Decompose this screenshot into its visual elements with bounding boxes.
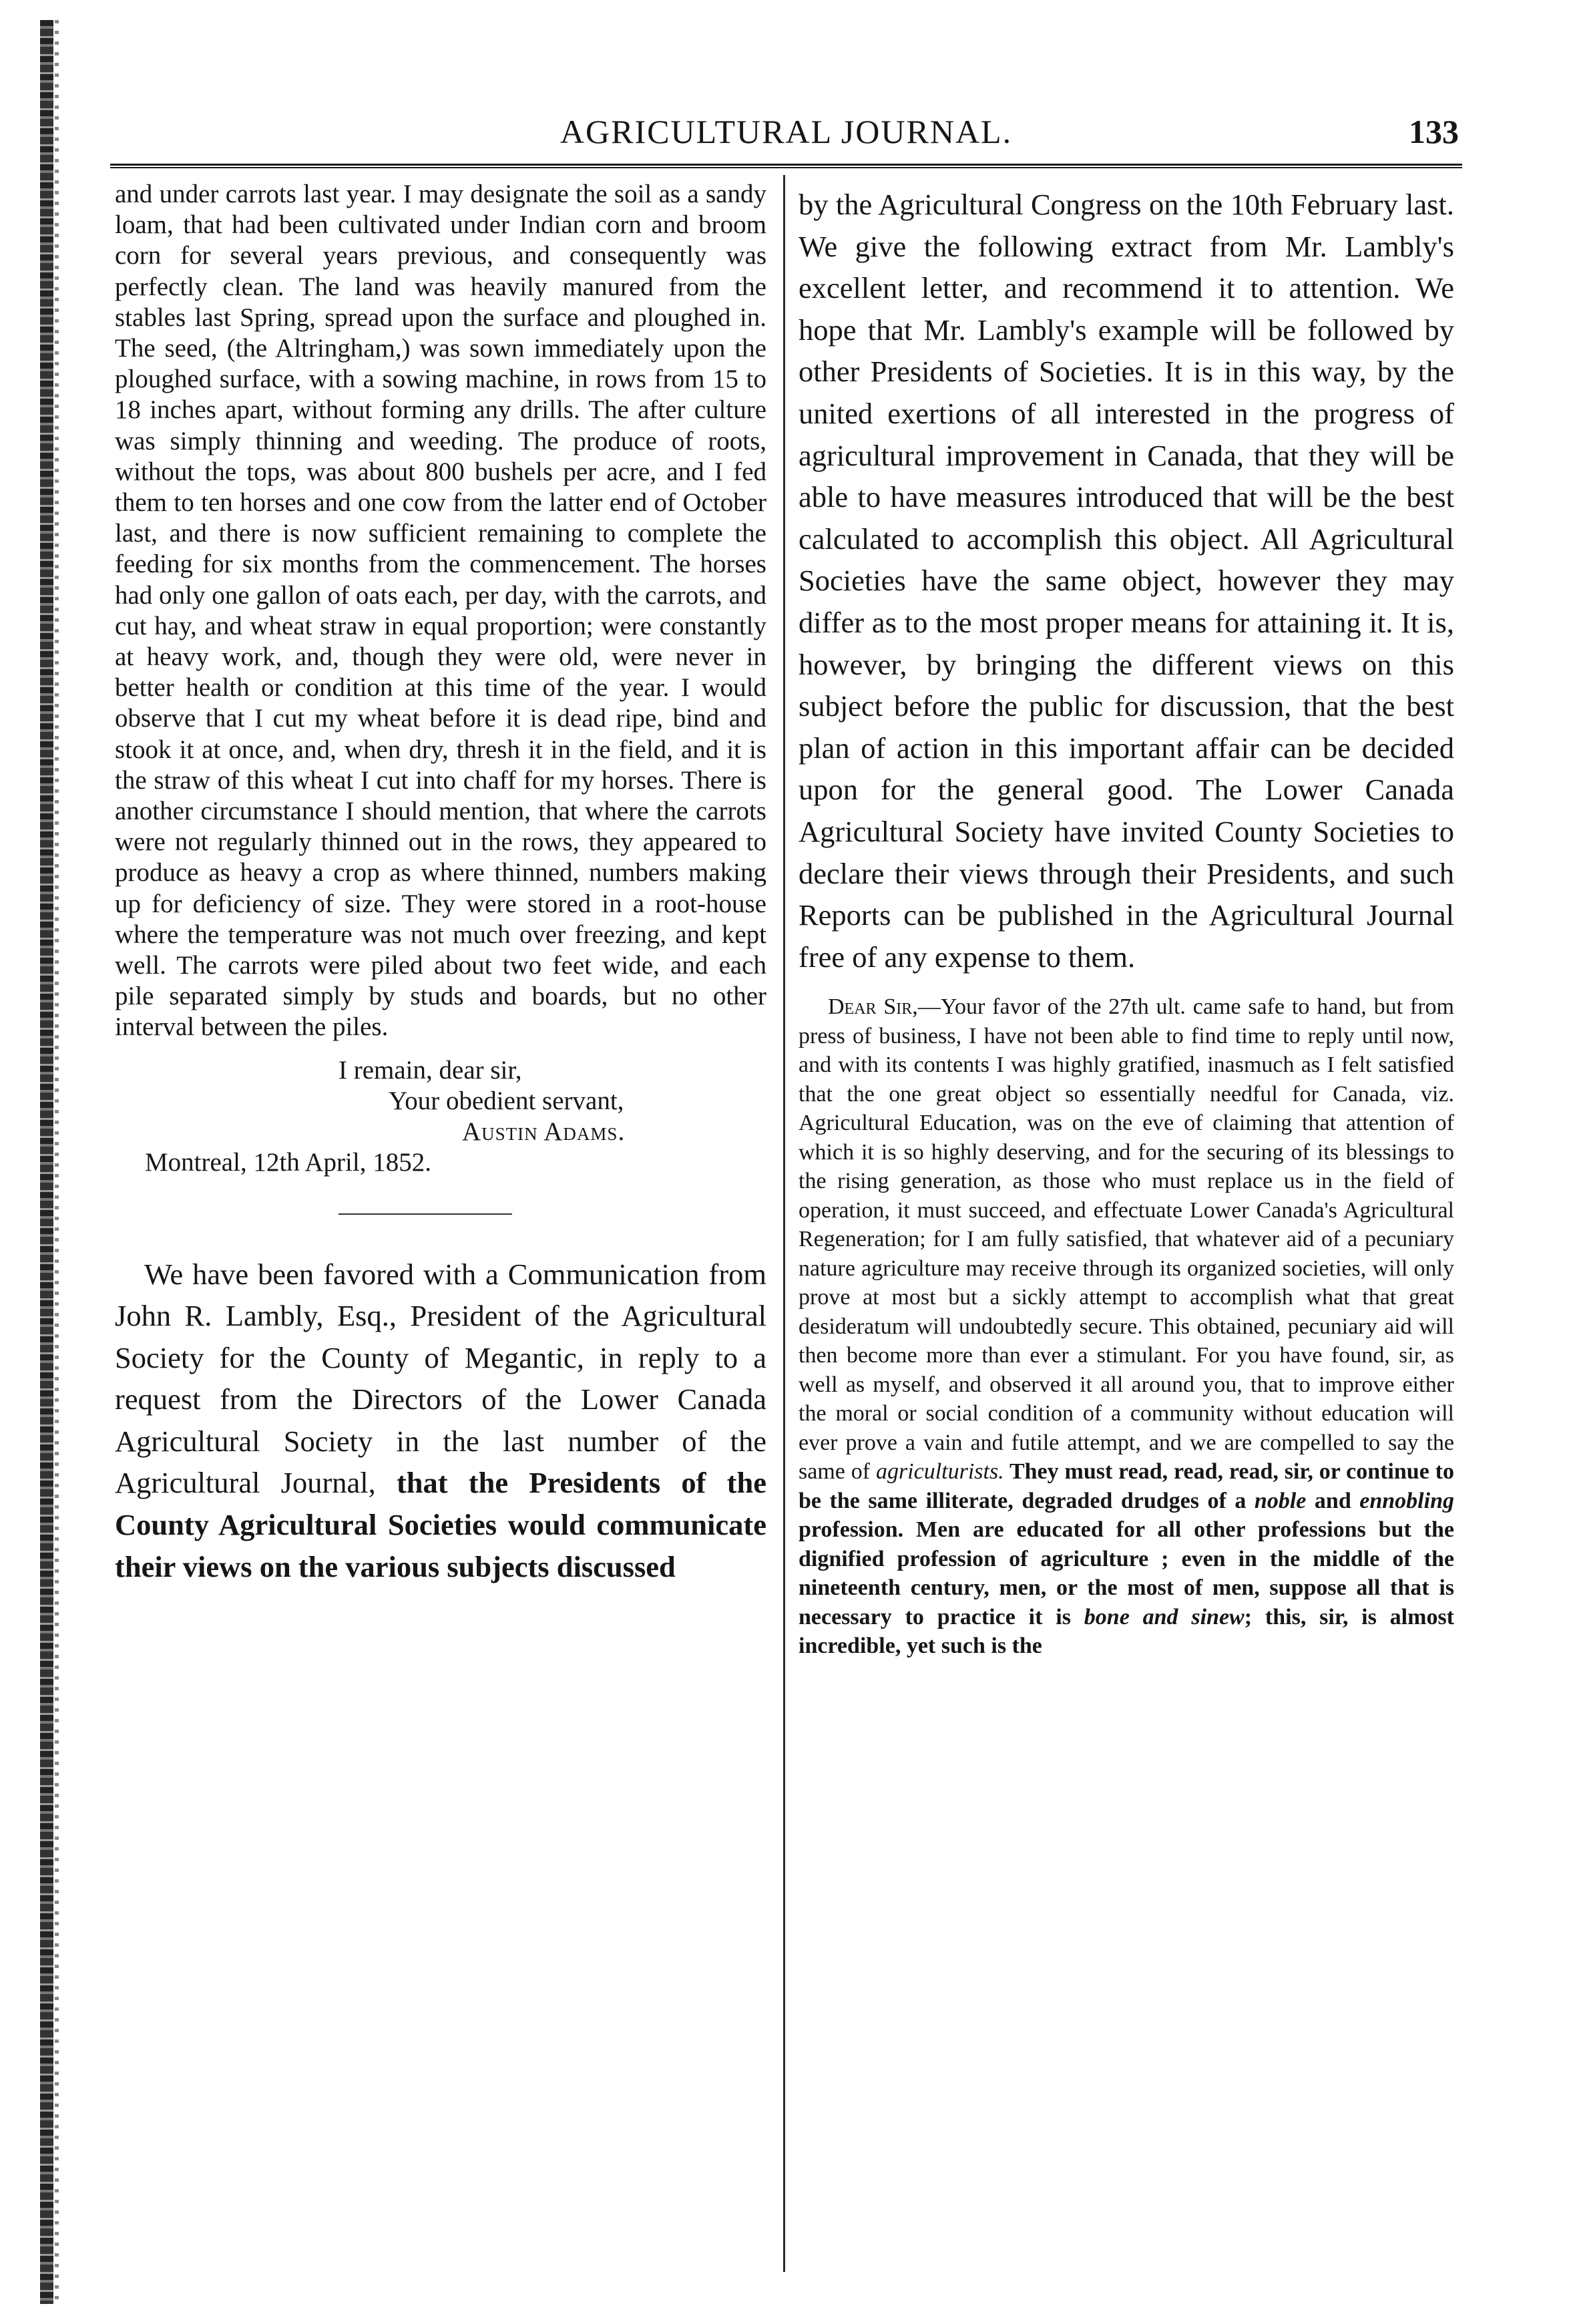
- right-column: [799, 184, 1454, 1661]
- lambly-letter: [799, 992, 1454, 1661]
- carrot-letter-conclusion: and under carrots last year. I may designate the soil as a sandy loam, that had been cultivated under Indian corn and broom corn for several years previous, and consequently was perfectly clean. The land was heavily manured from the stables last Spring, spread upon the surface and ploughed in. The seed, (the Altringham,) was sown immediately upon the ploughed surface, with a sowing machine, in rows from 15 to 18 inches apart, without forming any drills. The after culture was simply thinning and weeding. The produce of roots, without the tops, was about 800 bushels per acre, and I fed them to ten horses and one cow from the latter end of October last, and there is now sufficient remaining to complete the feeding for six months from the commencement. The horses had only one gallon of oats each, per day, with the carrots, and cut hay, and wheat straw in equal proportion; were constantly at heavy work, and, though they were old, were never in better health or condition at this time of the year. I would observe that I cut my wheat before it is dead ripe, bind and stook it at once, and, when dry, thresh it in the field, and it is the straw of this wheat I cut into chaff for my horses. There is another circumstance I should mention, that where the carrots were not regularly thinned out in the rows, they appeared to produce as heavy a crop as where thinned, numbers making up for deficiency of size. They were stored in a root-house where the temperature was not much over freezing, and kept well. The carrots were piled about two feet wide, and each pile separated simply by studs and boards, but no other interval between the piles.: [115, 180, 766, 1042]
- binding-edge: [40, 20, 53, 2304]
- letter-emphasis-3: ennobling: [1359, 1488, 1454, 1513]
- closing-line-2: Your obedient servant,: [389, 1086, 624, 1115]
- column-divider: [783, 175, 785, 2272]
- letter-text-4: profession. Men are educated for all other professions but the dignified profession of agriculture ; even in the middle of the nineteenth century, men, or the most of men, suppose all that is necessary to practice it is: [799, 1517, 1454, 1629]
- editorial-text-1: We have been favored with a Communication from John R. Lambly, Esq., President of the Agricultural Society for the County of Megantic, in reply to a request from the Directors of the Lower Canada Agricultural Society in the last number of the Agricultural Journal,: [115, 1257, 766, 1500]
- letter-emphasis-1: agriculturists.: [875, 1459, 1004, 1485]
- letter-text-5: ; this, sir, is almost incredible, yet such is the: [799, 1604, 1455, 1659]
- letter-closing: [115, 1055, 766, 1179]
- editorial-text-2: that the Presidents of the County Agricultural Societies would communicate their views on the various subjects discussed: [115, 1466, 767, 1583]
- letter-emphasis-2: noble: [1254, 1488, 1307, 1513]
- closing-line-1: I remain, dear sir,: [339, 1055, 522, 1085]
- left-column: [115, 179, 766, 1587]
- editorial-continued: by the Agricultural Congress on the 10th February last. We give the following extract from Mr. Lambly's excellent letter, and recommend it to attention. We hope that Mr. Lambly's example will be followed by other Presidents of Societies. It is in this way, by the united exertions of all interested in the progress of agricultural improvement in Canada, that they will be able to have measures introduced that will be the best calculated to accomplish this object. All Agricultural Societies have the same object, however they may differ as to the most proper means for attaining it. It is, however, by bringing the different views on this subject before the public for discussion, that the best plan of action in this important affair can be decided upon for the general good. The Lower Canada Agricultural Society have invited County Societies to declare their views through their Presidents, and such Reports can be published in the Agricultural Journal free of any expense to them.: [799, 188, 1454, 974]
- letter-text-2: They must read, read, read, sir, or continue to be the same illiterate, degraded drudges of a: [799, 1459, 1454, 1513]
- signature: Austin Adams.: [462, 1117, 626, 1147]
- section-separator: [339, 1213, 512, 1215]
- journal-title: AGRICULTURAL JOURNAL.: [559, 113, 1013, 150]
- letter-emphasis-4: bone and sinew: [1084, 1604, 1245, 1629]
- dateline: Montreal, 12th April, 1852.: [145, 1148, 431, 1177]
- letter-salutation: Dear Sir,: [828, 994, 918, 1020]
- page-number: 133: [1409, 113, 1459, 150]
- letter-text-3: and: [1306, 1488, 1360, 1513]
- header-rule: [110, 164, 1462, 168]
- editorial-intro: [115, 1253, 766, 1588]
- running-header: [114, 112, 1459, 160]
- letter-text-1: —Your favor of the 27th ult. came safe to hand, but from press of business, I have not been able to find time to reply until now, and with its contents I was highly gratified, inasmuch as I felt satisfied that the one great object so essentially needful for Canada, viz. Agricultural Education, was on the eve of claiming that attention of which it is so highly deserving, and for the securing of its blessings to the rising generation, as those who must replace us in the field of operation, it must succeed, and effectuate Lower Canada's Agricultural Regeneration; for I am fully satisfied, that whatever aid of a pecuniary nature agriculture may receive through its organized societies, will only prove at most but a sickly attempt to accomplish what that great desideratum will undoubtedly secure. This obtained, pecuniary aid will then become more than ever a stimulant. For you have found, sir, as well as myself, and observed it all around you, that to improve either the moral or social condition of a community without education will ever prove a vain and futile attempt, and we are compelled to say the same of: [799, 994, 1454, 1485]
- binding-stitching: [55, 20, 59, 2304]
